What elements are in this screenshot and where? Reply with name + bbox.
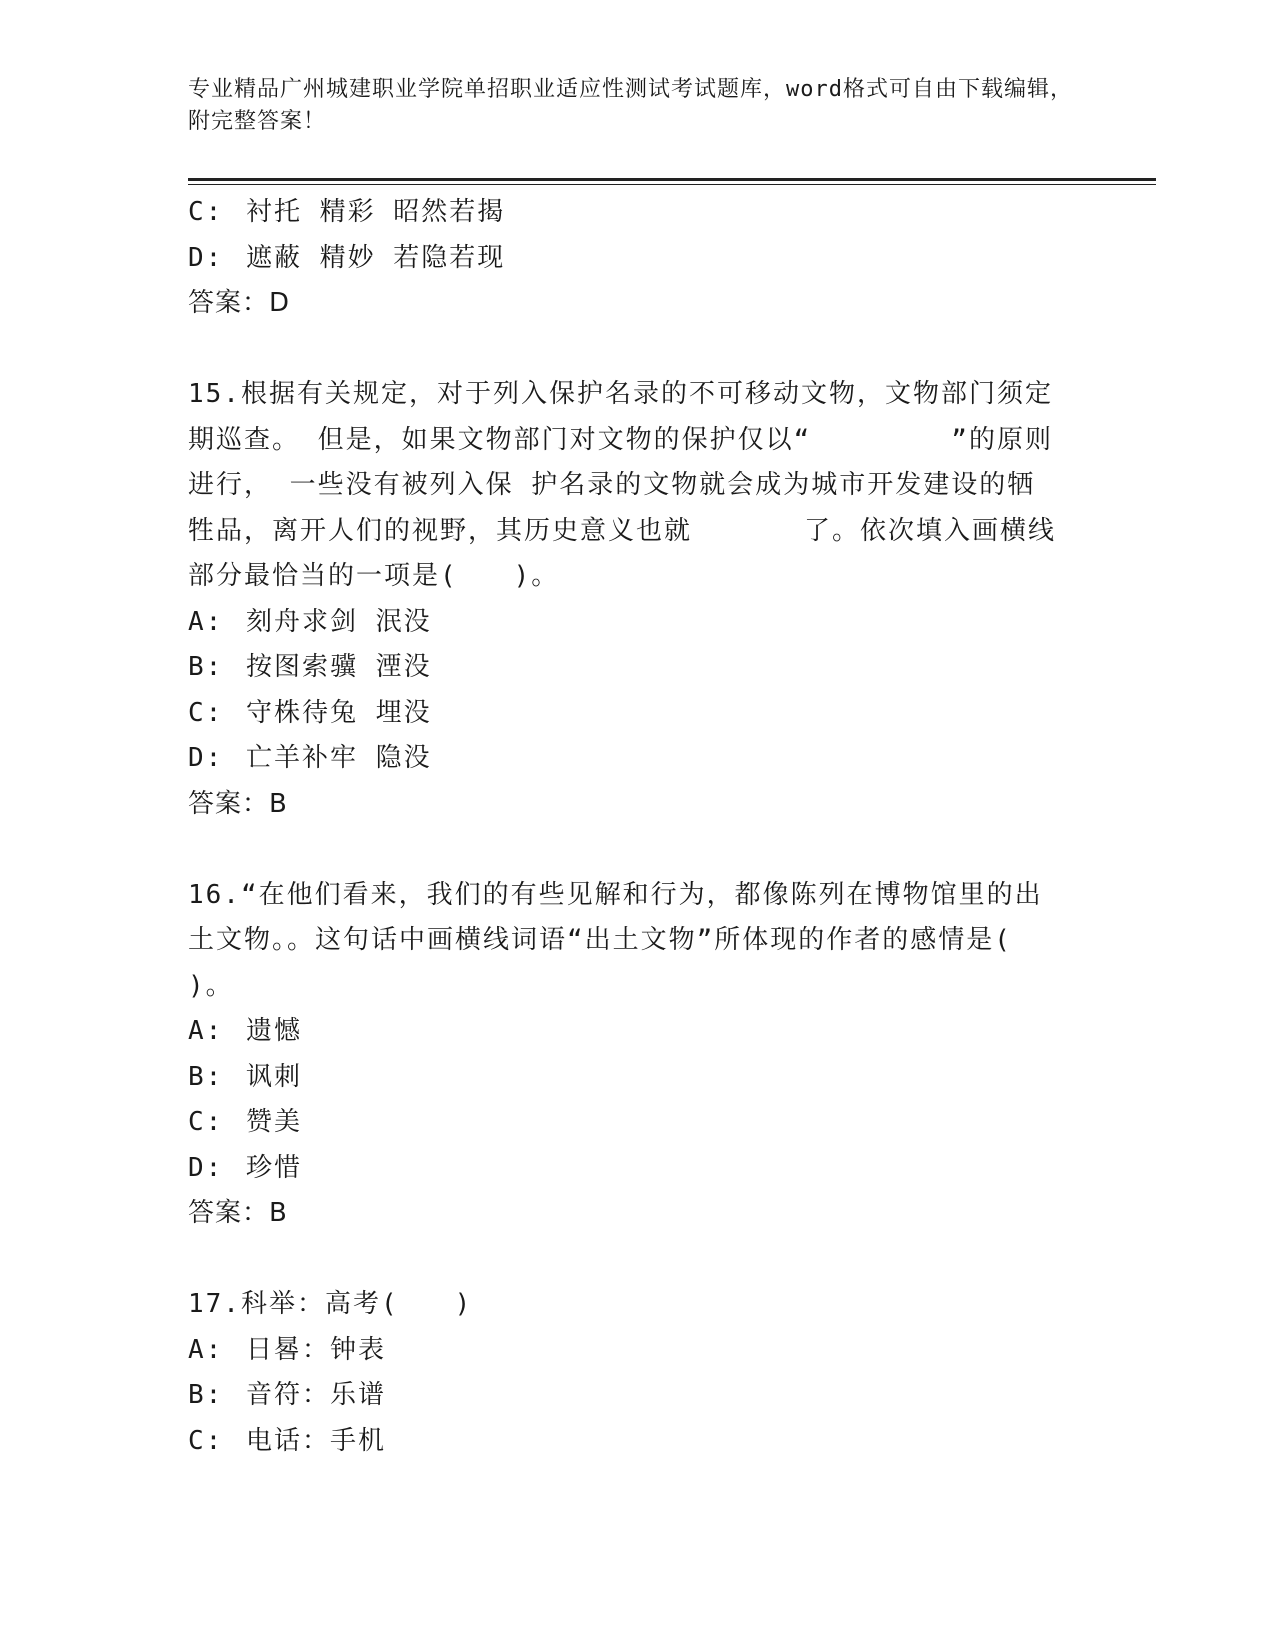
option-d bbox=[188, 236, 1088, 282]
option-key: B: bbox=[188, 652, 224, 682]
option-d bbox=[188, 1146, 1088, 1192]
question-stem-line: 期巡查。 但是，如果文物部门对文物的保护仅以“ ”的原则 bbox=[188, 424, 1053, 455]
option-key: D: bbox=[188, 1152, 224, 1183]
option-text: 讽刺 bbox=[246, 1061, 303, 1092]
answer-line: 答案：D bbox=[188, 288, 291, 318]
option-key: A: bbox=[188, 1016, 224, 1046]
option-text: 赞美 bbox=[246, 1107, 303, 1137]
question-content bbox=[188, 190, 1088, 1464]
question-15 bbox=[188, 372, 1088, 827]
question-stem-line: )。 bbox=[188, 970, 234, 1001]
option-b bbox=[188, 1373, 1088, 1419]
option-c bbox=[188, 1100, 1088, 1146]
option-text: 遗憾 bbox=[246, 1016, 303, 1046]
option-key: C: bbox=[188, 1107, 224, 1137]
question-stem-line: 牲品，离开人们的视野，其历史意义也就 了。依次填入画横线 bbox=[188, 515, 1057, 546]
question-number: 17. bbox=[188, 1289, 241, 1319]
question-stem-line: 土文物。。这句话中画横线词语“出土文物”所体现的作者的感情是( bbox=[188, 925, 1012, 955]
option-c bbox=[188, 190, 1088, 236]
page-header: 专业精品广州城建职业学院单招职业适应性测试考试题库，word格式可自由下载编辑，附完整答案！ bbox=[188, 77, 1073, 134]
option-text: 音符：乐谱 bbox=[246, 1380, 387, 1410]
option-text: 亡羊补牢 隐没 bbox=[246, 743, 432, 773]
option-key: A: bbox=[188, 1334, 224, 1365]
question-stem-line bbox=[188, 873, 1088, 919]
header-divider-thin bbox=[188, 184, 1156, 185]
option-text: 日晷：钟表 bbox=[246, 1334, 387, 1365]
question-16 bbox=[188, 873, 1088, 1237]
option-c bbox=[188, 691, 1088, 737]
option-key: C: bbox=[188, 197, 224, 227]
spacer bbox=[188, 1237, 1088, 1283]
option-key: D: bbox=[188, 743, 224, 773]
option-key: D: bbox=[188, 242, 224, 273]
option-text: 珍惜 bbox=[246, 1152, 303, 1183]
answer-line: 答案：B bbox=[188, 788, 288, 819]
stem-text: 科举：高考( ) bbox=[240, 1289, 473, 1319]
option-text: 守株待兔 埋没 bbox=[246, 697, 432, 728]
option-text: 按图索骥 湮没 bbox=[246, 652, 432, 682]
option-key: C: bbox=[188, 697, 224, 728]
question-number: 15. bbox=[188, 379, 241, 409]
question-stem-line: 部分最恰当的一项是( )。 bbox=[188, 561, 560, 591]
answer-line: 答案：B bbox=[188, 1198, 288, 1228]
option-a bbox=[188, 1328, 1088, 1374]
option-d bbox=[188, 736, 1088, 782]
option-key: C: bbox=[188, 1425, 224, 1456]
option-text: 遮蔽 精妙 若隐若现 bbox=[246, 242, 506, 273]
option-b bbox=[188, 1055, 1088, 1101]
option-c bbox=[188, 1419, 1088, 1465]
option-key: A: bbox=[188, 606, 224, 637]
question-number: 16. bbox=[188, 879, 241, 910]
stem-text: 根据有关规定，对于列入保护名录的不可移动文物，文物部门须定 bbox=[240, 379, 1053, 409]
option-text: 电话：手机 bbox=[246, 1425, 387, 1456]
stem-text: “在他们看来，我们的有些见解和行为，都像陈列在博物馆里的出 bbox=[240, 879, 1043, 910]
option-text: 刻舟求剑 泯没 bbox=[246, 606, 432, 637]
question-stem-line bbox=[188, 1282, 1088, 1328]
option-key: B: bbox=[188, 1061, 224, 1092]
option-a bbox=[188, 1009, 1088, 1055]
question-stem-line bbox=[188, 372, 1088, 418]
spacer bbox=[188, 827, 1088, 873]
option-b bbox=[188, 645, 1088, 691]
option-key: B: bbox=[188, 1380, 224, 1410]
option-a bbox=[188, 600, 1088, 646]
question-stem-line: 进行， 一些没有被列入保 护名录的文物就会成为城市开发建设的牺 bbox=[188, 470, 1036, 500]
question-17 bbox=[188, 1282, 1088, 1464]
spacer bbox=[188, 327, 1088, 373]
option-text: 衬托 精彩 昭然若揭 bbox=[246, 197, 506, 227]
header-divider-thick bbox=[188, 178, 1156, 181]
